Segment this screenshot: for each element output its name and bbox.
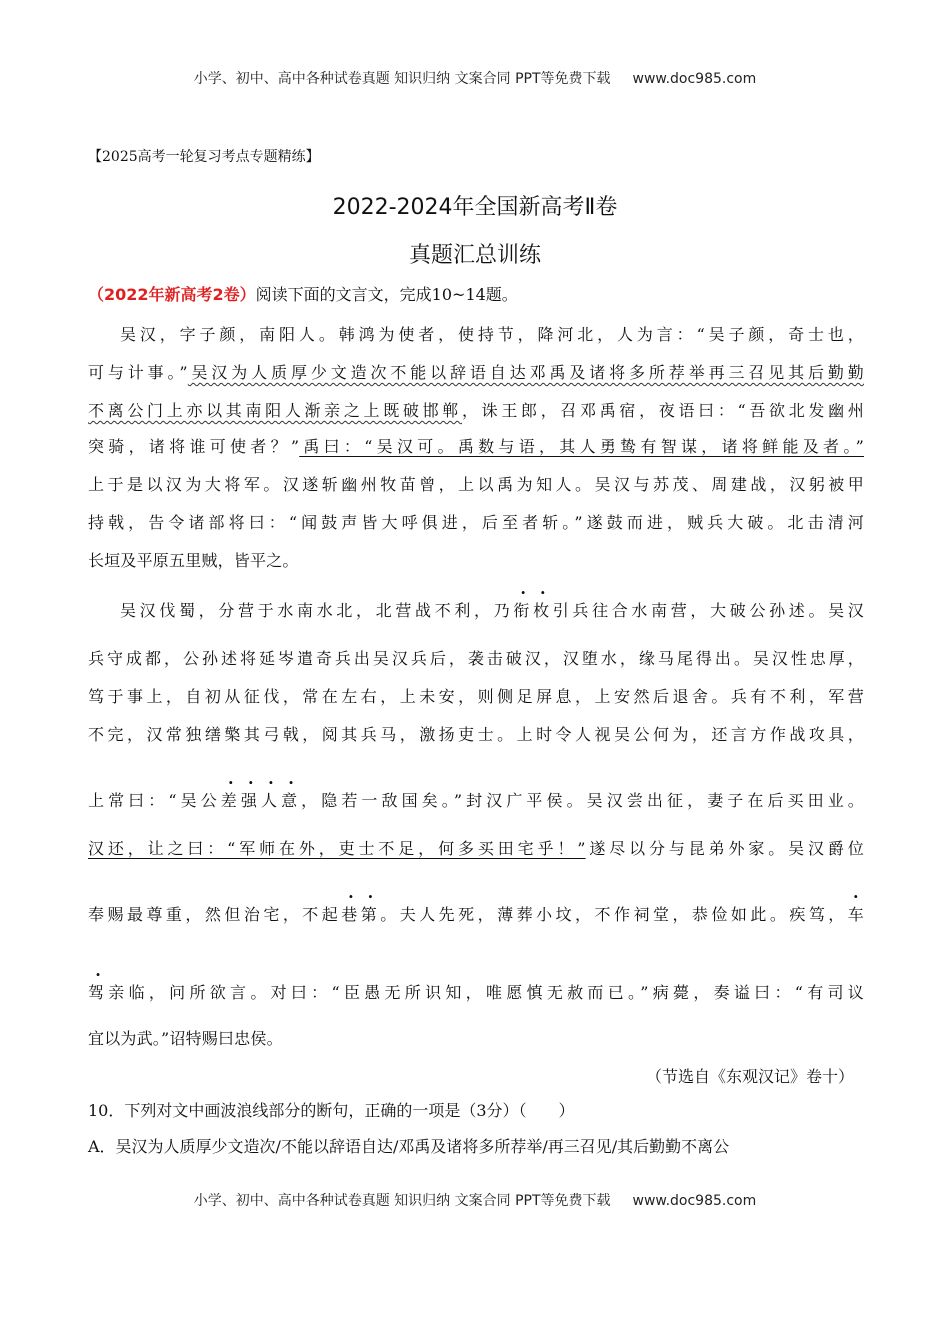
question-10-option-a: A．吴汉为人质厚少文造次/不能以辞语自达/邓禹及诸将多所荐举/再三召见/其后勤勤不离公 [88, 1137, 730, 1156]
passage-line: 笃于事上，自初从征伐，常在左右，上未安，则侧足屏息，上安然后退舍。兵有不利，军营 [88, 687, 864, 706]
source-note: （节选自《东观汉记》卷十） [645, 1067, 854, 1086]
passage-text: 遂尽以分与昆弟外家。吴汉爵位 [585, 839, 864, 858]
footer-url[interactable]: www.doc985.com [632, 1193, 757, 1209]
passage-text: 亲临，问所欲言。对曰：“臣愚无所识知，唯愿慎无赦而已。”病薨，奏谥曰：“有司议 [108, 983, 865, 1002]
passage-text: 上常曰：“吴公 [88, 791, 221, 810]
header-text: 小学、初中、高中各种试卷真题 知识归纳 文案合同 PPT等免费下载 [193, 71, 611, 87]
passage-text: 吴汉伐蜀，分营于水南水北，北营战不利，乃 [120, 601, 514, 620]
passage-line: 兵守成都，公孙述将延岑遣奇兵出吴汉兵后，袭击破汉，汉堕水，缘马尾得出。吴汉性忠厚， [88, 649, 864, 668]
passage-line: 上于是以汉为大将军。汉遂斩幽州牧苗曾，上以禹为知人。吴汉与苏茂、周建战，汉躬被甲 [88, 475, 864, 494]
passage-line [88, 980, 864, 1003]
passage-line [88, 836, 864, 859]
passage-line: 不完，汉常独缮檠其弓戟，阅其兵马，激扬吏士。上时令人视吴公何为，还言方作战攻具， [88, 725, 864, 744]
page-subtitle: 真题汇总训练 [408, 243, 541, 268]
passage-text: 奉赐最尊重，然但治宅，不起 [88, 905, 342, 924]
passage-text: 突骑，诸将谁可使者？” [88, 437, 300, 456]
dotted-char: 差 [220, 791, 241, 810]
passage-line: 宜以为武。”诏特赐曰忠侯。 [88, 1029, 283, 1048]
passage-line [88, 398, 864, 421]
dotted-char: 驾 [88, 983, 109, 1002]
passage-text: 引兵往合水南营，大破公孙述。吴汉 [552, 601, 864, 620]
series-tag: 【2025高考一轮复习考点专题精练】 [88, 149, 320, 165]
passage-line: 持戟，告令诸部将曰：“闻鼓声皆大呼俱进，后至者斩。”遂鼓而进，贼兵大破。北击清河 [88, 513, 864, 532]
dotted-char: 第 [360, 905, 381, 924]
header-url[interactable]: www.doc985.com [632, 71, 757, 87]
underlined-text: 禹曰：“吴汉可。禹数与语，其人勇鸷有智谋，诸将鲜能及者。” [299, 437, 864, 456]
question-10-stem: 10．下列对文中画波浪线部分的断句，正确的一项是（3分）（ ） [88, 1101, 575, 1120]
dotted-char: 人 [260, 791, 282, 810]
passage-line: 吴汉，字子颜，南阳人。韩鸿为使者，使持节，降河北，人为言：“吴子颜，奇士也， [120, 325, 864, 344]
question-intro [88, 282, 518, 305]
dotted-char: 意 [281, 791, 302, 810]
passage-line: 长垣及平原五里贼，皆平之。 [88, 551, 299, 570]
dotted-char: 枚 [533, 601, 553, 620]
dotted-char: 强 [240, 791, 261, 810]
passage-text: 可与计事。” [88, 363, 188, 382]
dotted-char: 巷 [341, 905, 361, 924]
passage-text: ，诛王郎，召邓禹宿，夜语曰：“吾欲北发幽州 [461, 401, 864, 420]
passage-text: 。夫人先死，薄葬小坟，不作祠堂，恭俭如此。疾笃， [380, 905, 848, 924]
dotted-char: 车 [847, 905, 864, 924]
intro-text: 阅读下面的文言文，完成10~14题。 [255, 285, 518, 304]
exam-source: （2022年新高考2卷） [88, 285, 256, 304]
passage-line [88, 788, 864, 811]
passage-line [88, 434, 864, 457]
page-title: 2022-2024年全国新高考Ⅱ卷 [332, 195, 618, 220]
passage-line [88, 902, 864, 925]
passage-line [88, 598, 864, 621]
passage-text: ，隐若一敌国矣。”封汉广平侯。吴汉尝出征，妻子在后买田业。 [301, 791, 865, 810]
wavy-underlined-text: 吴汉为人质厚少文造次不能以辞语自达邓禹及诸将多所荐举再三召见其后勤勤 [187, 363, 864, 382]
passage-line [88, 360, 864, 383]
page-footer [0, 1190, 950, 1210]
footer-text: 小学、初中、高中各种试卷真题 知识归纳 文案合同 PPT等免费下载 [193, 1193, 611, 1209]
underlined-text: 汉还，让之曰：“军师在外，吏士不足，何多买田宅乎！” [88, 839, 586, 858]
wavy-underlined-text: 不离公门上亦以其南阳人渐亲之上既破邯郸 [88, 401, 462, 420]
page-header [0, 68, 950, 88]
dotted-char: 衔 [513, 601, 534, 620]
